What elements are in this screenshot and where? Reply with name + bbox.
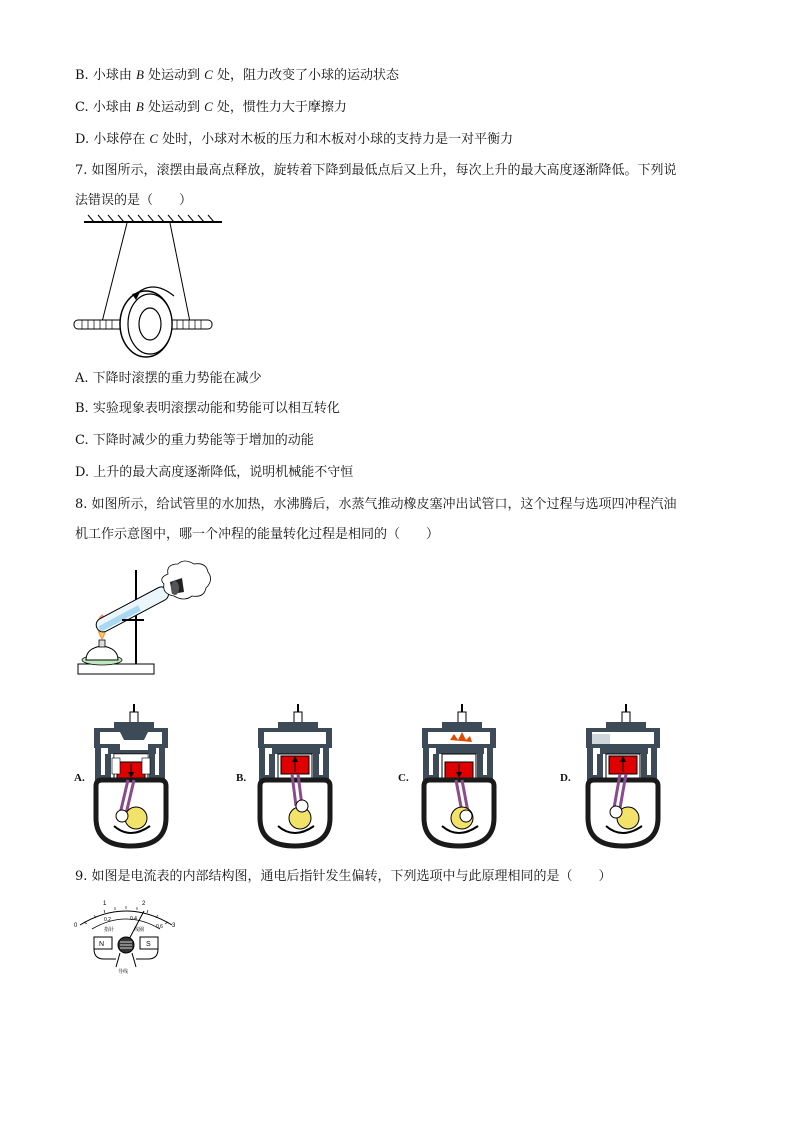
question-7-line1: 7. 如图所示，滚摆由最高点释放，旋转着下降到最低点后又上升，每次上升的最大高度逐渐降低。下列说 — [75, 163, 677, 178]
engine-label-d: D. — [560, 772, 571, 784]
test-tube-heating-figure — [74, 560, 214, 680]
scale-label-2: 2 — [142, 901, 146, 907]
q7-option-d: D. 上升的最大高度逐渐降低，说明机械能不守恒 — [75, 465, 354, 480]
question-8-line1: 8. 如图所示，给试管里的水加热，水沸腾后，水蒸气推动橡皮塞冲出试管口，这个过程与选项四冲程汽油 — [75, 497, 677, 512]
question-8-line2: 机工作示意图中，哪一个冲程的能量转化过程是相同的（ ） — [75, 527, 440, 542]
scale-label-3: 3 — [172, 923, 176, 929]
engine-label-a: A. — [74, 772, 85, 784]
inner-scale-0-2: 0.2 — [104, 917, 111, 923]
engine-diagram-b — [254, 700, 334, 850]
engine-diagram-a — [90, 700, 170, 850]
inner-scale-0-6: 0.6 — [156, 924, 163, 930]
magnet-s: S — [146, 941, 151, 948]
engine-label-c: C. — [398, 772, 409, 784]
scale-label-0: 0 — [74, 923, 78, 929]
option-c-q6: C. 小球由 B 处运动到 C 处，惯性力大于摩擦力 — [75, 99, 347, 115]
coil-label: 线圈 — [134, 927, 145, 933]
q7-option-a: A. 下降时滚摆的重力势能在减少 — [75, 371, 262, 386]
option-d-q6: D. 小球停在 C 处时，小球对木板的压力和木板对小球的支持力是一对平衡力 — [75, 131, 514, 147]
pointer-label: 指针 — [104, 927, 115, 933]
engine-diagram-d — [582, 700, 662, 850]
engine-diagram-c — [418, 700, 498, 850]
maxwell-wheel-figure — [72, 214, 222, 364]
engine-label-b: B. — [236, 772, 247, 784]
question-9: 9. 如图是电流表的内部结构图，通电后指针发生偏转，下列选项中与此原理相同的是（ ） — [75, 869, 612, 884]
scale-label-1: 1 — [103, 901, 107, 907]
inner-scale-0-4: 0.4 — [130, 916, 137, 922]
magnet-n: N — [99, 941, 105, 948]
q7-option-c: C. 下降时减少的重力势能等于增加的动能 — [75, 433, 314, 448]
q7-option-b: B. 实验现象表明滚摆动能和势能可以相互转化 — [75, 401, 340, 416]
ammeter-structure-figure — [70, 895, 182, 975]
wire-label: 导线 — [118, 969, 129, 975]
question-7-line2: 法错误的是（ ） — [75, 193, 193, 208]
option-b-q6: B. 小球由 B 处运动到 C 处，阻力改变了小球的运动状态 — [75, 67, 399, 83]
